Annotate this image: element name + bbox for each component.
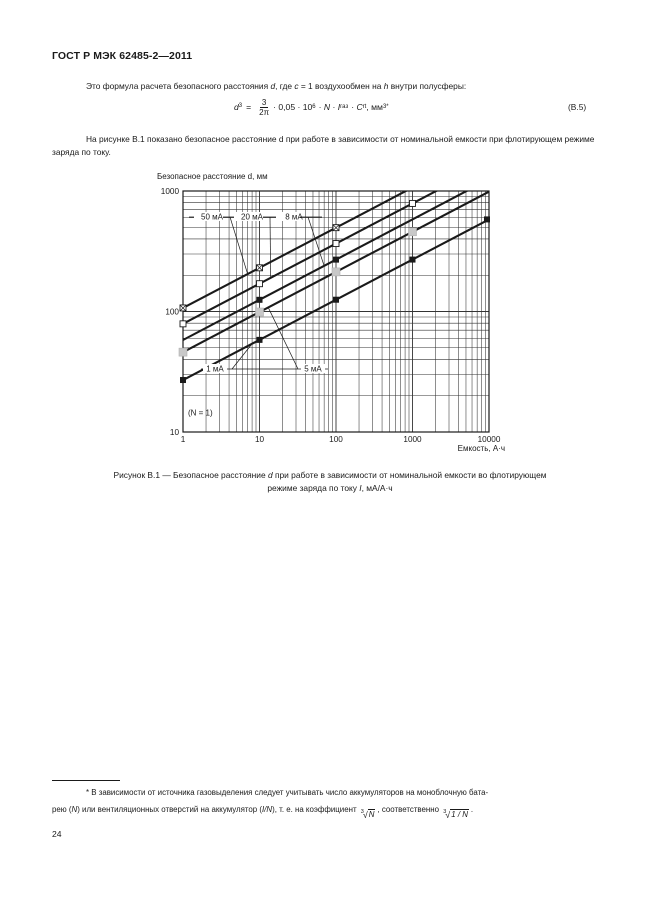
callout-label-20мА: 20 мА: [241, 212, 263, 222]
data-point-1мА: [484, 216, 490, 222]
data-point-1мА: [180, 377, 186, 383]
footnote-line-1: * В зависимости от источника газовыделения следует учитывать число аккумуляторов на моноблочную бата-: [86, 788, 489, 797]
callout-label-5мА: 5 мА: [304, 364, 322, 374]
cube-root-n: 3 √ N: [360, 809, 375, 820]
data-point-20мА: [333, 241, 339, 247]
data-point-20мА: [257, 281, 263, 287]
page-number: 24: [52, 829, 62, 839]
callout-leader: [270, 217, 271, 278]
chart-y-axis-label: Безопасное расстояние d, мм: [157, 172, 268, 181]
body-paragraph: На рисунке В.1 показано безопасное расстояние d при работе в зависимости от номинальной емкости при флотирующем режиме заряда по току.: [52, 134, 595, 157]
callout-label-50мА: 50 мА: [201, 212, 223, 222]
data-point-1мА: [257, 337, 263, 343]
data-point-5мА: [332, 268, 340, 276]
data-point-1мА: [410, 257, 416, 263]
cube-root-inverse-n: 3 √ 1 / N: [443, 809, 468, 820]
var-d: d: [270, 81, 276, 91]
x-tick-label: 100: [329, 435, 343, 444]
x-tick-label: 1: [180, 435, 186, 444]
intro-paragraph: Это формула расчета безопасного расстояния d, где c = 1 воздухообмен на h внутри полусферы:: [86, 81, 467, 91]
callout-label-8мА: 8 мА: [285, 212, 303, 222]
data-point-5мА: [256, 308, 264, 316]
data-point-1мА: [333, 297, 339, 303]
n-equals-one-annotation: (N = 1): [188, 408, 213, 418]
formula-b5: d $^3$ = $\frac{3}{2\pi}$ · 0,05 · 10 6 · N · I газ · C rt , мм 3*: [234, 97, 389, 117]
footnote-line-2: рею (N) или вентиляционных отверстий на аккумулятор (I/N), т. е. на коэффициент 3 √ N , соответственно 3 √ 1 / N .: [52, 805, 474, 820]
x-tick-label: 1000: [403, 435, 422, 444]
x-tick-label: 10000: [477, 435, 501, 444]
data-point-8мА: [257, 297, 263, 303]
var-c: c: [294, 81, 299, 91]
y-tick-label: 1000: [160, 187, 179, 196]
y-tick-label: 100: [165, 307, 179, 317]
x-tick-label: 10: [254, 435, 265, 444]
document-header: ГОСТ Р МЭК 62485-2—2011: [52, 50, 193, 62]
var-h: h: [383, 81, 389, 91]
data-point-5мА: [409, 228, 417, 236]
data-point-8мА: [333, 257, 339, 263]
callout-label-1мА: 1 мА: [206, 364, 224, 374]
figure-caption: Рисунок В.1 — Безопасное расстояние d при работе в зависимости от номинальной емкости во флотирующем режиме заряда по току I, мА/А·ч: [113, 470, 547, 493]
data-point-5мА: [179, 348, 187, 356]
callout-leader: [230, 217, 248, 274]
data-point-20мА: [180, 321, 186, 327]
data-point-20мА: [410, 200, 416, 206]
formula-fraction: $\frac{3}{2\pi}$: [259, 97, 270, 117]
formula-number: (В.5): [568, 102, 587, 112]
footnote-separator: [52, 780, 120, 781]
x-axis-label: Емкость, А·ч: [457, 444, 505, 453]
y-tick-label: 10: [169, 428, 179, 437]
